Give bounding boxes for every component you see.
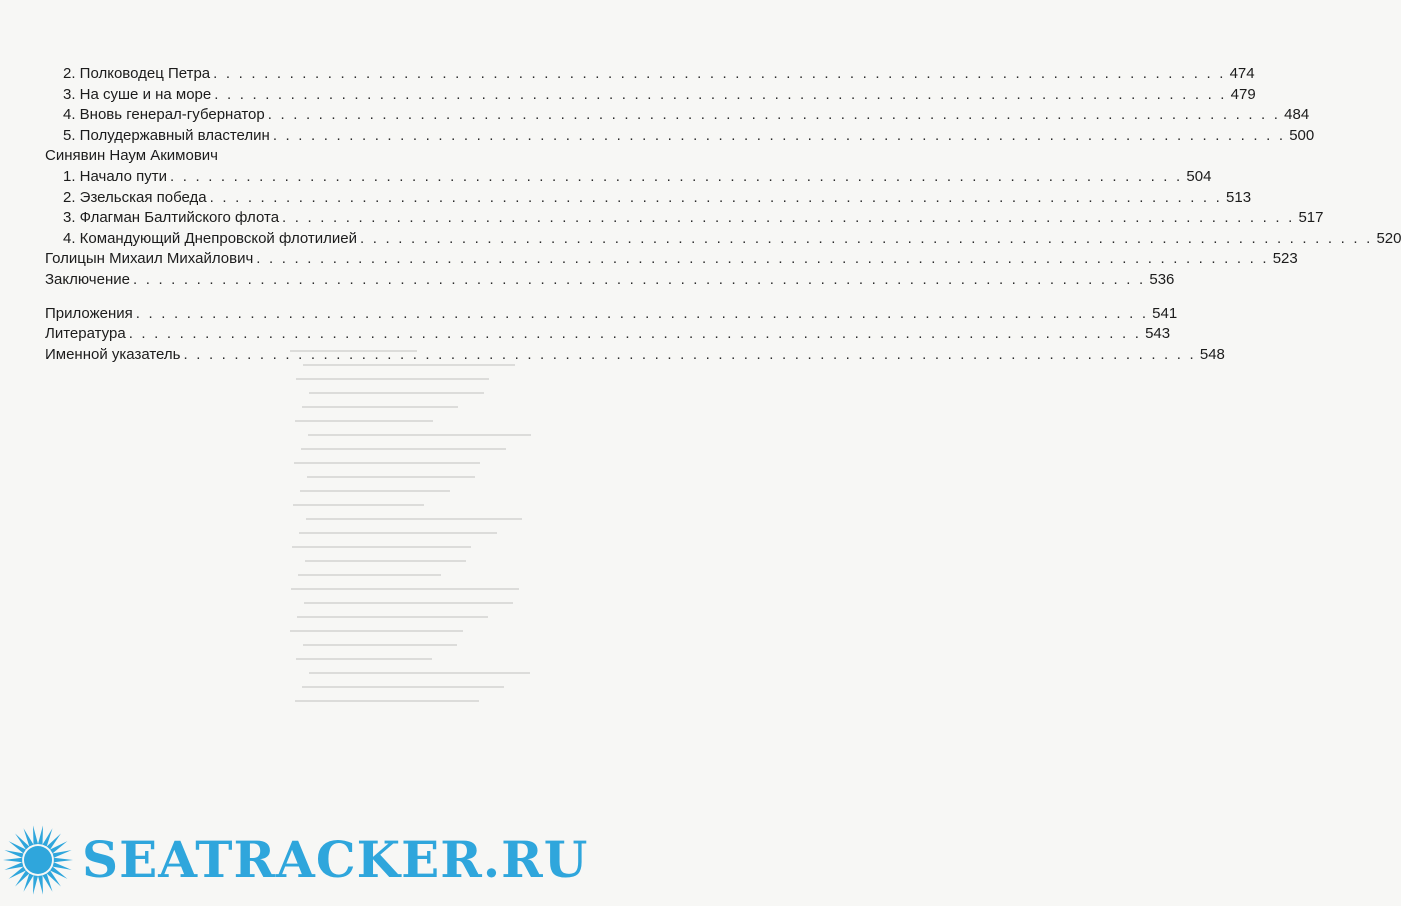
toc-entry-page: 484 — [1284, 106, 1310, 124]
starburst-ray — [38, 875, 43, 894]
toc-entry — [45, 64, 1255, 85]
toc-entry-page: 520 — [1376, 229, 1401, 247]
bleed-through-line — [300, 490, 450, 492]
bleed-through-line — [299, 532, 497, 534]
bleed-through-line — [302, 686, 504, 688]
starburst-ray — [54, 858, 73, 863]
toc-leader-dots: . . . . . . . . . . . . . . . . . . . . . . . . . . . . . . . . . . . . . . . . . . . . . . . . . . . . . . . . . . . . . . . . . . . . . . . . . . . . . . . . — [272, 126, 1286, 144]
bleed-through-line — [295, 420, 433, 422]
watermark — [0, 818, 589, 904]
toc-entry-page: 513 — [1226, 188, 1252, 206]
bleed-through-line — [293, 504, 424, 506]
bleed-through-line — [307, 476, 475, 478]
starburst-icon — [2, 824, 74, 896]
bleed-through-line — [309, 672, 530, 674]
toc-entry — [45, 270, 1175, 291]
toc-entry-page: 517 — [1298, 209, 1324, 227]
toc-entry — [45, 304, 1178, 325]
bleed-through-line — [295, 700, 479, 702]
toc-leader-dots: . . . . . . . . . . . . . . . . . . . . . . . . . . . . . . . . . . . . . . . . . . . . . . . . . . . . . . . . . . . . . . . . . . . . . . . . . . . . . . . . — [132, 270, 1146, 288]
starburst-ray — [3, 858, 22, 863]
toc-entry-title: Голицын Михаил Михайлович — [45, 250, 254, 268]
toc-leader-dots: . . . . . . . . . . . . . . . . . . . . . . . . . . . . . . . . . . . . . . . . . . . . . . . . . . . . . . . . . . . . . . . . . . . . . . . . . . . . . . . . — [256, 250, 1269, 268]
toc-entry — [45, 249, 1298, 270]
starburst-ray — [53, 862, 72, 870]
starburst-ray — [53, 850, 72, 858]
toc-leader-dots: . . . . . . . . . . . . . . . . . . . . . . . . . . . . . . . . . . . . . . . . . . . . . . . . . . . . . . . . . . . . . . . . . . . . . . . . . . . . . . . . — [360, 229, 1373, 247]
toc-entry-title: 4. Вновь генерал-губернатор — [63, 106, 265, 124]
toc-entry-title: Приложения — [45, 304, 133, 322]
bleed-through-line — [297, 616, 488, 618]
toc-entry-page: 548 — [1199, 345, 1225, 363]
toc-entry — [45, 229, 1401, 250]
table-of-contents — [45, 64, 1401, 365]
toc-entry-title: Литература — [45, 325, 126, 343]
toc-leader-dots: . . . . . . . . . . . . . . . . . . . . . . . . . . . . . . . . . . . . . . . . . . . . . . . . . . . . . . . . . . . . . . . . . . . . . . . . . . . . . . . . — [282, 209, 1295, 227]
toc-entry — [45, 208, 1324, 229]
bleed-through-line — [296, 658, 432, 660]
toc-entry-title: 3. Флагман Балтийского флота — [63, 209, 280, 227]
toc-entry-title: 2. Полководец Петра — [63, 65, 211, 82]
toc-entry-page: 536 — [1149, 270, 1175, 288]
bleed-through-line — [309, 392, 484, 394]
bleed-through-line — [296, 378, 489, 380]
starburst-ray — [33, 875, 38, 894]
toc-entry — [45, 324, 1171, 345]
bleed-through-line — [305, 560, 466, 562]
toc-entry-title: 1. Начало пути — [63, 167, 167, 185]
toc-entry-title: Синявин Наум Акимович — [45, 147, 218, 165]
bleed-through-text — [290, 350, 520, 790]
toc-entry-page: 541 — [1152, 304, 1178, 322]
toc-entry — [45, 345, 1225, 366]
bleed-through-line — [303, 644, 457, 646]
toc-entry — [45, 85, 1256, 106]
toc-leader-dots: . . . . . . . . . . . . . . . . . . . . . . . . . . . . . . . . . . . . . . . . . . . . . . . . . . . . . . . . . . . . . . . . . . . . . . . . . . . . . . . . — [183, 345, 1196, 363]
watermark-text: SEATRACKER.RU — [82, 830, 589, 889]
toc-entry-page: 474 — [1229, 65, 1255, 82]
toc-entry-title: 2. Эзельская победа — [63, 188, 207, 206]
bleed-through-line — [290, 630, 463, 632]
bleed-through-line — [298, 574, 441, 576]
bleed-through-line — [301, 448, 506, 450]
bleed-through-line — [304, 602, 513, 604]
toc-leader-dots: . . . . . . . . . . . . . . . . . . . . . . . . . . . . . . . . . . . . . . . . . . . . . . . . . . . . . . . . . . . . . . . . . . . . . . . . . . . . . . . . — [214, 85, 1227, 103]
bleed-through-line — [294, 462, 480, 464]
bleed-through-line — [306, 518, 522, 520]
toc-entry-title: 3. На суше и на море — [63, 85, 212, 103]
bleed-through-line — [292, 546, 471, 548]
toc-entry — [45, 188, 1252, 209]
toc-entry-title: Заключение — [45, 270, 130, 288]
bleed-through-line — [291, 588, 519, 590]
toc-entry — [45, 167, 1212, 188]
toc-leader-dots: . . . . . . . . . . . . . . . . . . . . . . . . . . . . . . . . . . . . . . . . . . . . . . . . . . . . . . . . . . . . . . . . . . . . . . . . . . . . . . . . — [209, 188, 1223, 206]
starburst-ray — [38, 825, 43, 844]
toc-leader-dots: . . . . . . . . . . . . . . . . . . . . . . . . . . . . . . . . . . . . . . . . . . . . . . . . . . . . . . . . . . . . . . . . . . . . . . . . . . . . . . . . — [135, 304, 1149, 322]
toc-leader-dots: . . . . . . . . . . . . . . . . . . . . . . . . . . . . . . . . . . . . . . . . . . . . . . . . . . . . . . . . . . . . . . . . . . . . . . . . . . . . . . . . — [267, 106, 1281, 124]
starburst-ray — [4, 850, 23, 858]
starburst-ray — [33, 825, 38, 844]
toc-entry — [45, 146, 513, 167]
starburst-ray — [4, 862, 23, 870]
toc-entry-page: 543 — [1145, 325, 1171, 343]
toc-leader-dots: . . . . . . . . . . . . . . . . . . . . . . . . . . . . . . . . . . . . . . . . . . . . . . . . . . . . . . . . . . . . . . . . . . . . . . . . . . . . . . . . — [128, 325, 1142, 343]
toc-entry-title: Именной указатель — [45, 345, 181, 363]
toc-entry-page: 479 — [1230, 85, 1256, 103]
bleed-through-line — [308, 434, 531, 436]
bleed-through-line — [302, 406, 458, 408]
toc-leader-dots: . . . . . . . . . . . . . . . . . . . . . . . . . . . . . . . . . . . . . . . . . . . . . . . . . . . . . . . . . . . . . . . . . . . . . . . . . . . . . . . . — [213, 65, 1226, 82]
toc-leader-dots: . . . . . . . . . . . . . . . . . . . . . . . . . . . . . . . . . . . . . . . . . . . . . . . . . . . . . . . . . . . . . . . . . . . . . . . . . . . . . . . . — [169, 167, 1183, 185]
toc-entry — [45, 105, 1310, 126]
toc-entry-page: 523 — [1272, 250, 1298, 268]
toc-entry-title: 5. Полудержавный властелин — [63, 126, 270, 144]
toc-entry — [45, 126, 1315, 147]
toc-entry-page: 504 — [1186, 167, 1212, 185]
toc-entry-page: 500 — [1289, 126, 1315, 144]
toc-entry-title: 4. Командующий Днепровской флотилией — [63, 229, 358, 247]
